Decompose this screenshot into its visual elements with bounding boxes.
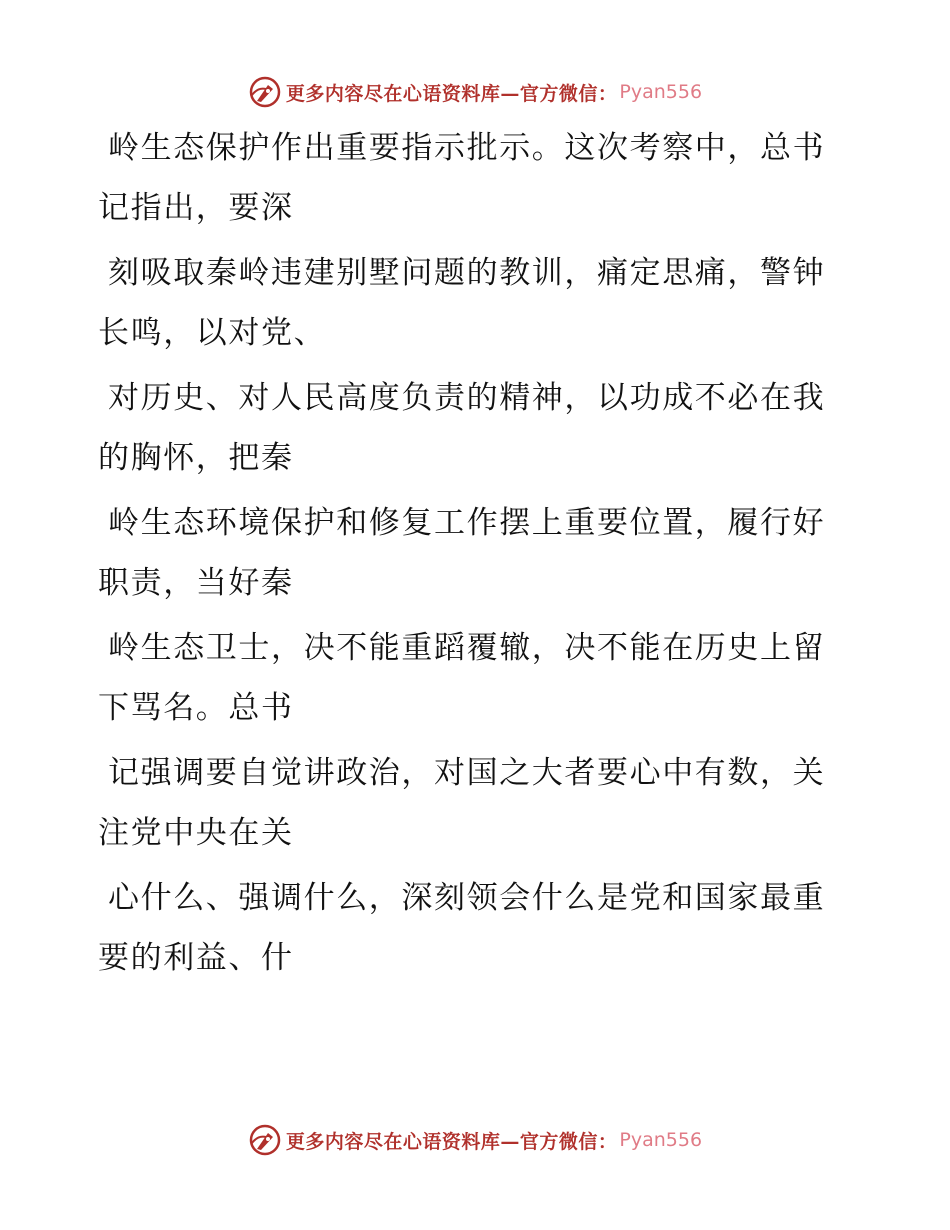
pen-nib-icon xyxy=(248,75,282,109)
paragraph: 岭生态卫士，决不能重蹈覆辙，决不能在历史上留下骂名。总书 xyxy=(98,630,826,726)
pen-nib-icon xyxy=(248,1123,282,1157)
footer-wechat-id: Pyan556 xyxy=(619,1129,703,1151)
footer-banner-text: 更多内容尽在心语资料库—官方微信： xyxy=(285,1130,618,1153)
document-body xyxy=(98,118,838,993)
paragraph: 刻吸取秦岭违建别墅问题的教训，痛定思痛，警钟长鸣，以对党、 xyxy=(98,255,826,351)
header-banner xyxy=(0,72,950,112)
footer-banner xyxy=(0,1120,950,1160)
header-wechat-id: Pyan556 xyxy=(619,81,703,103)
paragraph: 心什么、强调什么，深刻领会什么是党和国家最重要的利益、什 xyxy=(98,880,826,976)
paragraph: 记强调要自觉讲政治，对国之大者要心中有数，关注党中央在关 xyxy=(98,755,826,851)
paragraph: 岭生态环境保护和修复工作摆上重要位置，履行好职责，当好秦 xyxy=(98,505,826,601)
paragraph: 岭生态保护作出重要指示批示。这次考察中，总书记指出，要深 xyxy=(98,130,826,226)
paragraph: 对历史、对人民高度负责的精神，以功成不必在我的胸怀，把秦 xyxy=(98,380,826,476)
header-banner-text: 更多内容尽在心语资料库—官方微信： xyxy=(285,82,618,105)
